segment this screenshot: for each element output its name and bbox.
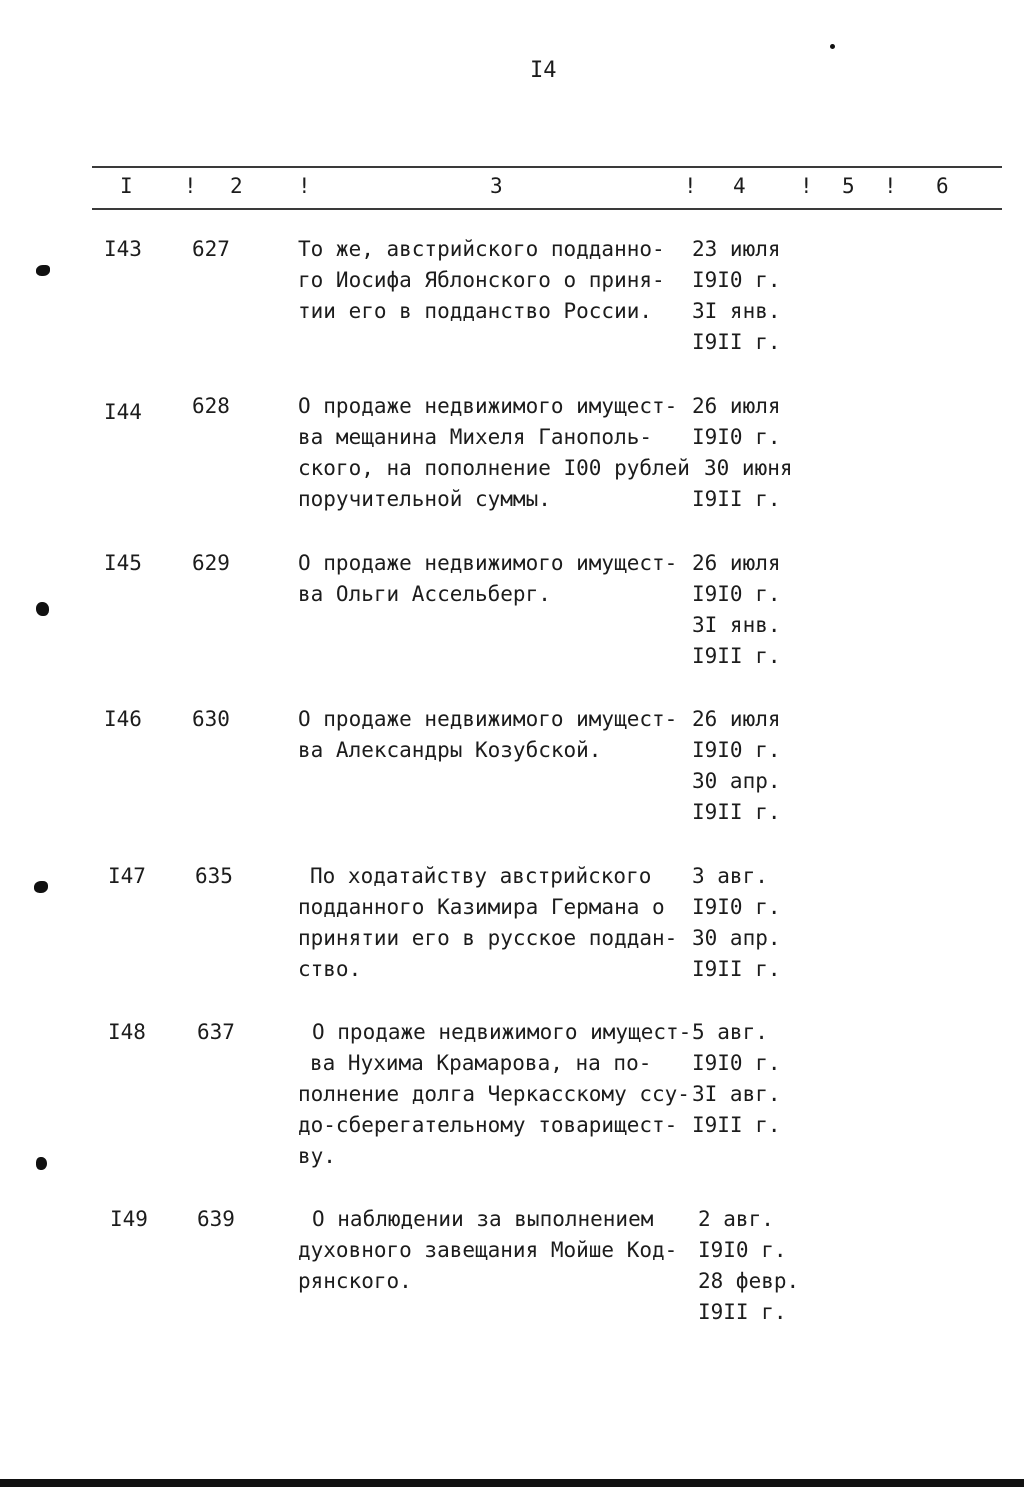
page-number: I4	[530, 58, 557, 83]
date-line: I9II г.	[692, 957, 781, 981]
date-line: I9II г.	[698, 1300, 787, 1324]
description-line: О продаже недвижимого имущест-	[312, 1020, 692, 1044]
row-description	[298, 1204, 698, 1297]
date-line: 28 февр.	[698, 1269, 800, 1293]
row-number: I45	[104, 551, 142, 575]
delo-number: 630	[192, 707, 230, 731]
row-number: I43	[104, 237, 142, 261]
header-bottom-rule	[92, 208, 1002, 210]
date-line: 3 авг.	[692, 864, 768, 888]
description-line: ву.	[298, 1144, 336, 1168]
row-number: I47	[108, 864, 146, 888]
date-line: 30 июня	[704, 456, 793, 480]
column-header-2: 2	[230, 174, 243, 198]
date-line: I9II г.	[692, 487, 781, 511]
description-line: ва Александры Козубской.	[298, 738, 602, 762]
description-line: подданного Казимира Германа о	[298, 895, 665, 919]
column-separator: !	[800, 174, 813, 198]
date-line: 3I янв.	[692, 613, 781, 637]
description-line: О продаже недвижимого имущест-	[298, 707, 678, 731]
date-line: I9I0 г.	[692, 582, 781, 606]
row-number: I49	[110, 1207, 148, 1231]
column-header-5: 5	[842, 174, 855, 198]
description-line: го Иосифа Яблонского о приня-	[298, 268, 665, 292]
row-description	[298, 548, 698, 610]
date-line: 2 авг.	[698, 1207, 774, 1231]
description-line: ство.	[298, 957, 362, 981]
column-separator: !	[298, 174, 311, 198]
date-line: 26 июля	[692, 551, 781, 575]
description-line: О продаже недвижимого имущест-	[298, 394, 678, 418]
row-dates	[692, 548, 812, 672]
description-line: поручительной суммы.	[298, 487, 551, 511]
delo-number: 635	[195, 864, 233, 888]
description-line: О продаже недвижимого имущест-	[298, 551, 678, 575]
description-line: до-сберегательному товарищест-	[298, 1113, 678, 1137]
row-description	[298, 1017, 698, 1172]
row-number: I46	[104, 707, 142, 731]
delo-number: 627	[192, 237, 230, 261]
date-line: I9I0 г.	[692, 738, 781, 762]
delo-number: 629	[192, 551, 230, 575]
binding-hole-mark	[34, 881, 48, 893]
column-separator: !	[684, 174, 697, 198]
date-line: I9I0 г.	[698, 1238, 787, 1262]
row-dates	[692, 861, 812, 985]
column-header-3: 3	[490, 174, 503, 198]
column-separator: !	[184, 174, 197, 198]
date-line: I9II г.	[692, 644, 781, 668]
description-line: полнение долга Черкасскому ссу-	[298, 1082, 690, 1106]
row-number: I44	[104, 400, 142, 424]
row-dates	[692, 234, 812, 358]
date-line: 30 апр.	[692, 769, 781, 793]
date-line: I9II г.	[692, 800, 781, 824]
header-top-rule	[92, 166, 1002, 168]
scan-bottom-edge	[0, 1479, 1024, 1487]
date-line: 26 июля	[692, 707, 781, 731]
date-line: 30 апр.	[692, 926, 781, 950]
date-line: 23 июля	[692, 237, 781, 261]
binding-hole-mark	[36, 265, 50, 276]
row-description	[298, 391, 698, 515]
delo-number: 639	[197, 1207, 235, 1231]
description-line: По ходатайству австрийского	[310, 864, 652, 888]
date-line: I9I0 г.	[692, 268, 781, 292]
row-dates	[692, 1017, 812, 1141]
description-line: ва Ольги Ассельберг.	[298, 582, 551, 606]
date-line: 26 июля	[692, 394, 781, 418]
description-line: То же, австрийского подданно-	[298, 237, 665, 261]
description-line: духовного завещания Мойше Код-	[298, 1238, 678, 1262]
date-line: 5 авг.	[692, 1020, 768, 1044]
date-line: I9I0 г.	[692, 1051, 781, 1075]
delo-number: 637	[197, 1020, 235, 1044]
binding-hole-mark	[36, 602, 49, 616]
description-line: ва Нухима Крамарова, на по-	[310, 1051, 652, 1075]
date-line: I9I0 г.	[692, 895, 781, 919]
description-line: ва мещанина Михеля Ганополь-	[298, 425, 653, 449]
description-line: тии его в подданство России.	[298, 299, 653, 323]
date-line: 3I авг.	[692, 1082, 781, 1106]
row-dates	[692, 391, 812, 515]
description-line: ского, на пополнение I00 рублей	[298, 456, 690, 480]
date-line: I9II г.	[692, 330, 781, 354]
delo-number: 628	[192, 394, 230, 418]
description-line: рянского.	[298, 1269, 412, 1293]
row-number: I48	[108, 1020, 146, 1044]
column-header-1: I	[120, 174, 133, 198]
date-line: I9II г.	[692, 1113, 781, 1137]
date-line: I9I0 г.	[692, 425, 781, 449]
column-header-6: 6	[936, 174, 949, 198]
row-description	[298, 704, 698, 766]
row-dates	[692, 704, 812, 828]
ink-speck	[830, 44, 835, 49]
description-line: принятии его в русское поддан-	[298, 926, 678, 950]
column-header-4: 4	[733, 174, 746, 198]
row-description	[298, 234, 698, 327]
row-dates	[698, 1204, 818, 1328]
column-separator: !	[884, 174, 897, 198]
row-description	[298, 861, 698, 985]
description-line: О наблюдении за выполнением	[312, 1207, 654, 1231]
binding-hole-mark	[36, 1157, 47, 1170]
date-line: 3I янв.	[692, 299, 781, 323]
